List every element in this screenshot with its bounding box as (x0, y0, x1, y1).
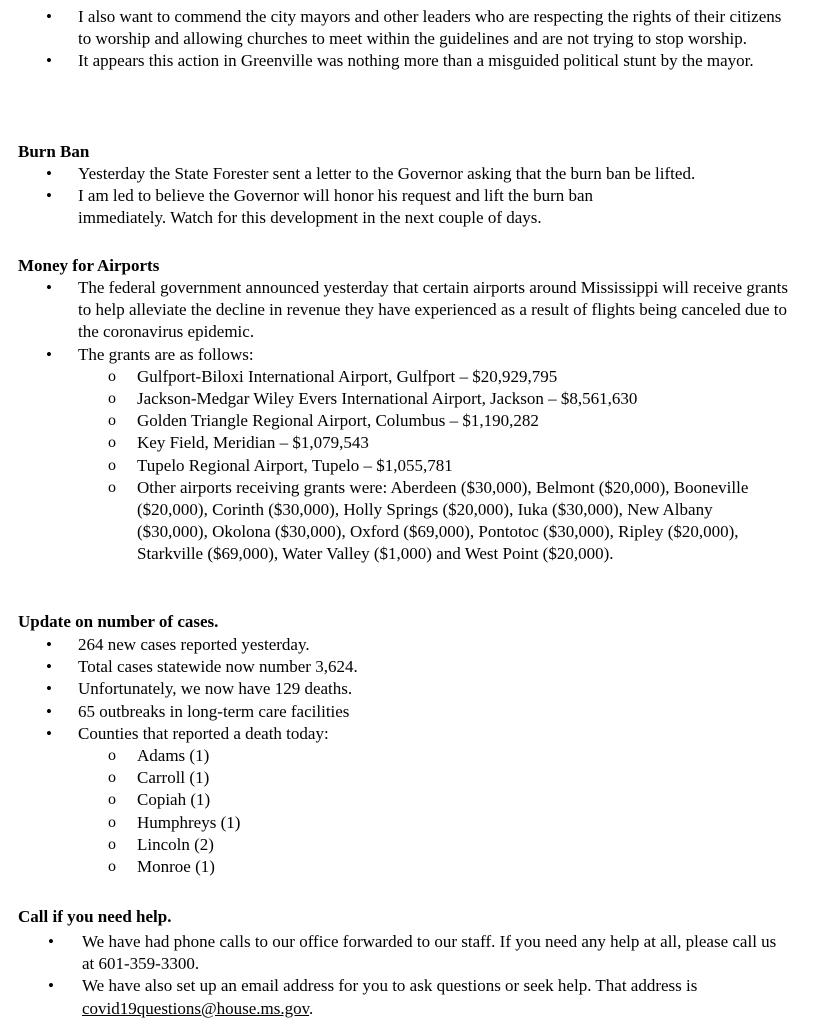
list-item-text: Unfortunately, we now have 129 deaths. (78, 679, 353, 699)
circle-bullet-icon: o (108, 478, 116, 496)
county-item-text: Humphreys (1) (137, 812, 241, 832)
county-item (0, 812, 819, 834)
grant-item (0, 455, 819, 477)
bullet-icon: • (46, 278, 52, 297)
grant-item-text: Jackson-Medgar Wiley Evers International Airport, Jackson – $8,561,630 (137, 389, 638, 409)
circle-bullet-icon: o (108, 813, 116, 831)
list-item-text: Total cases statewide now number 3,624. (78, 657, 358, 677)
list-item-text: The grants are as follows: (78, 344, 254, 364)
grant-item-text: Golden Triangle Regional Airport, Columbus – $1,190,282 (137, 411, 539, 431)
county-item-text: Lincoln (2) (137, 834, 214, 854)
county-item-text: Copiah (1) (137, 790, 211, 810)
email-trailing-text: . (309, 998, 314, 1018)
county-item (0, 789, 819, 811)
list-item-text (82, 975, 782, 1019)
county-item (0, 767, 819, 789)
list-item (0, 634, 819, 656)
county-item-text: Monroe (1) (137, 857, 215, 877)
bullet-icon: • (48, 976, 54, 996)
help-section (0, 931, 819, 1020)
list-item-text: Yesterday the State Forester sent a letter to the Governor asking that the burn ban be lifted. (78, 164, 696, 183)
circle-bullet-icon: o (108, 412, 116, 430)
list-item (0, 344, 819, 366)
bullet-icon: • (46, 701, 52, 721)
burn-ban-section (0, 163, 819, 230)
email-link[interactable]: covid19questions@house.ms.gov (82, 998, 310, 1018)
bullet-icon: • (46, 7, 52, 26)
list-item (0, 678, 819, 700)
grant-item-text: Key Field, Meridian – $1,079,543 (137, 433, 369, 453)
list-item-text: 264 new cases reported yesterday. (78, 635, 310, 654)
grant-item-text: Other airports receiving grants were: Aberdeen ($30,000), Belmont ($20,000), Booneville ($20,000), Corinth ($30,000), Holly Springs ($20,000), Iuka ($30,000), New Albany ($30,000), Okolona ($30,000), Oxford ($69,000), Pontotoc ($30,000), Ripley ($20,000), Starkville ($69,000), Water Valley ($1,000) and West Point ($20,000). (137, 477, 749, 564)
circle-bullet-icon: o (108, 390, 116, 408)
list-item (0, 723, 819, 745)
list-item (0, 185, 819, 229)
circle-bullet-icon: o (108, 456, 116, 474)
circle-bullet-icon: o (108, 835, 116, 853)
cases-section (0, 634, 819, 878)
list-item-text: We have had phone calls to our office forwarded to our staff. If you need any help at all, please call us at 601-359-3300. (82, 932, 777, 974)
section-heading-burn-ban: Burn Ban (18, 142, 90, 161)
bullet-icon: • (46, 344, 52, 364)
grant-item-text: Tupelo Regional Airport, Tupelo – $1,055,781 (137, 455, 453, 475)
bullet-icon: • (48, 932, 54, 951)
list-item (0, 163, 819, 185)
county-item (0, 834, 819, 856)
bullet-icon: • (46, 723, 52, 743)
bullet-icon: • (46, 679, 52, 699)
list-item (0, 975, 819, 1019)
list-item-text: 65 outbreaks in long-term care facilities (78, 701, 350, 721)
list-item-text: I also want to commend the city mayors and other leaders who are respecting the rights of their citizens to worship and allowing churches to meet within the guidelines and are not trying to stop worship. (78, 7, 782, 49)
grant-item (0, 477, 819, 566)
circle-bullet-icon: o (108, 747, 116, 765)
grant-item (0, 410, 819, 432)
continuation-section (0, 6, 819, 73)
list-item-text: It appears this action in Greenville was nothing more than a misguided political stunt by the mayor. (78, 51, 754, 71)
circle-bullet-icon: o (108, 791, 116, 809)
list-item (0, 656, 819, 678)
bullet-icon: • (46, 51, 52, 71)
list-item (0, 931, 819, 975)
grant-item (0, 388, 819, 410)
county-item (0, 745, 819, 767)
section-heading-help: Call if you need help. (18, 907, 172, 926)
bullet-icon: • (46, 635, 52, 654)
list-item (0, 701, 819, 723)
grant-item (0, 366, 819, 388)
list-item-text: The federal government announced yesterday that certain airports around Mississippi will receive grants to help alleviate the decline in revenue they have experienced as a result of flights being canceled due to the coronavirus epidemic. (78, 278, 788, 342)
circle-bullet-icon: o (108, 769, 116, 787)
circle-bullet-icon: o (108, 367, 116, 385)
county-item-text: Carroll (1) (137, 768, 210, 788)
grant-item (0, 432, 819, 454)
county-item (0, 856, 819, 878)
list-item-text: I am led to believe the Governor will honor his request and lift the burn ban immediately. Watch for this development in the next couple of days. (78, 186, 594, 228)
list-item-text: Counties that reported a death today: (78, 723, 329, 743)
airports-section (0, 277, 819, 566)
list-item (0, 6, 819, 50)
section-heading-cases: Update on number of cases. (18, 612, 219, 631)
bullet-icon: • (46, 657, 52, 677)
bullet-icon: • (46, 186, 52, 206)
bullet-icon: • (46, 164, 52, 183)
circle-bullet-icon: o (108, 434, 116, 452)
circle-bullet-icon: o (108, 858, 116, 876)
section-heading-airports: Money for Airports (18, 256, 160, 275)
list-item (0, 277, 819, 344)
grant-item-text: Gulfport-Biloxi International Airport, Gulfport – $20,929,795 (137, 366, 558, 386)
list-item (0, 50, 819, 72)
email-intro-text: We have also set up an email address for you to ask questions or seek help. That address is (82, 976, 698, 996)
county-item-text: Adams (1) (137, 746, 210, 766)
